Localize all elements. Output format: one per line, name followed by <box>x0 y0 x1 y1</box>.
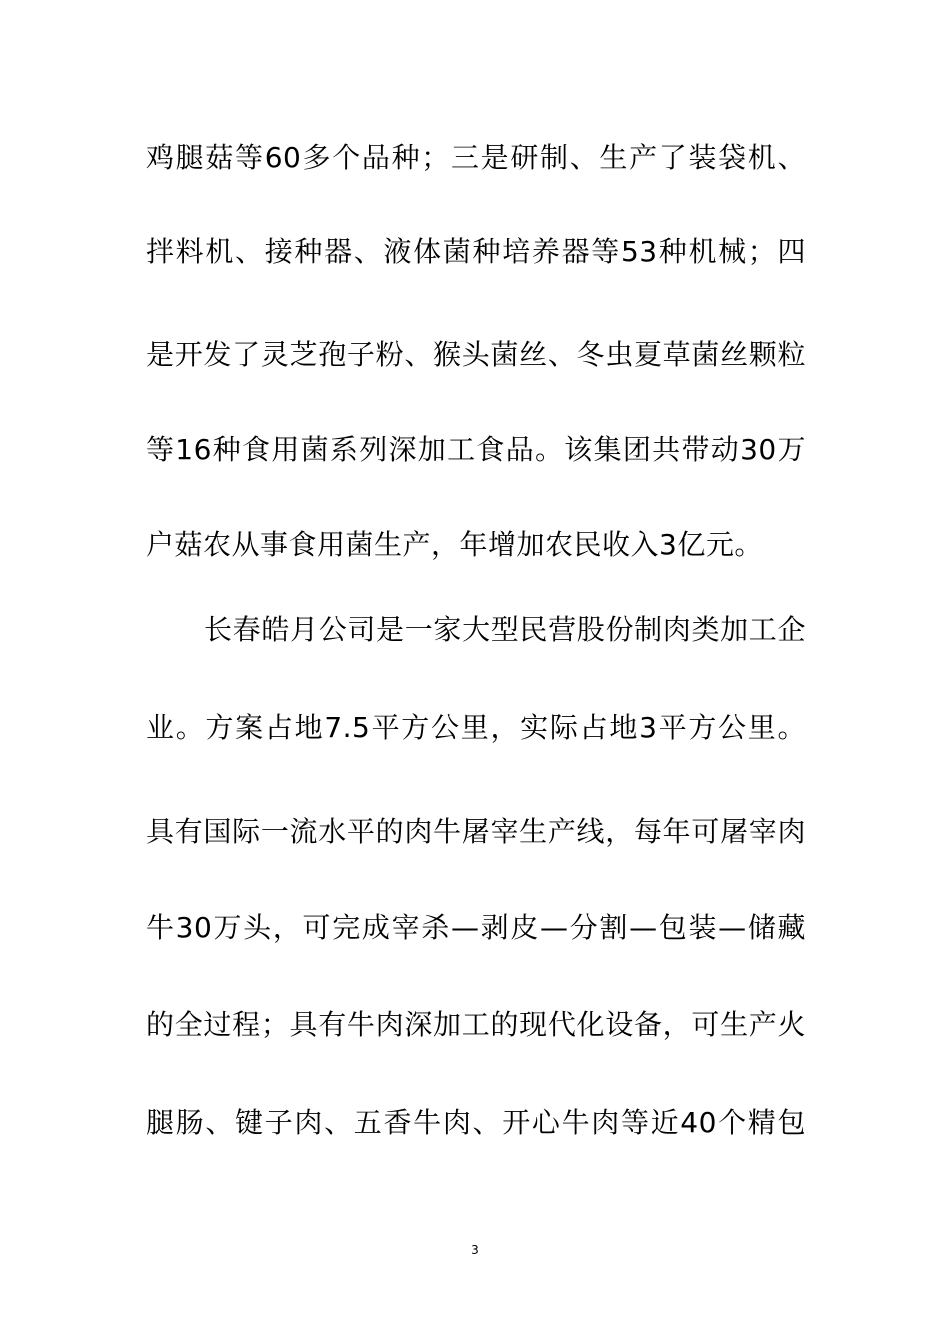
text-line-8: 具有国际一流水平的肉牛屠宰生产线，每年可屠宰肉 <box>146 815 806 848</box>
page-number: 3 <box>471 1243 479 1257</box>
text-line-2: 拌料机、接种器、液体菌种培养器等53种机械；四 <box>146 235 806 268</box>
text-line-4: 等16种食用菌系列深加工食品。该集团共带动30万 <box>146 433 806 466</box>
text-line-3: 是开发了灵芝孢子粉、猴头菌丝、冬虫夏草菌丝颗粒 <box>146 338 806 371</box>
text-line-1: 鸡腿菇等60多个品种；三是研制、生产了装袋机、 <box>146 141 806 174</box>
text-line-9: 牛30万头，可完成宰杀—剥皮—分割—包装—储藏 <box>146 911 806 944</box>
text-line-7: 业。方案占地7.5平方公里，实际占地3平方公里。 <box>146 711 806 744</box>
text-line-11: 腿肠、键子肉、五香牛肉、开心牛肉等近40个精包 <box>146 1106 806 1139</box>
text-line-5: 户菇农从事食用菌生产，年增加农民收入3亿元。 <box>146 528 763 561</box>
text-line-10: 的全过程；具有牛肉深加工的现代化设备，可生产火 <box>146 1008 806 1041</box>
text-line-6: 长春皓月公司是一家大型民营股份制肉类加工企 <box>204 613 806 646</box>
